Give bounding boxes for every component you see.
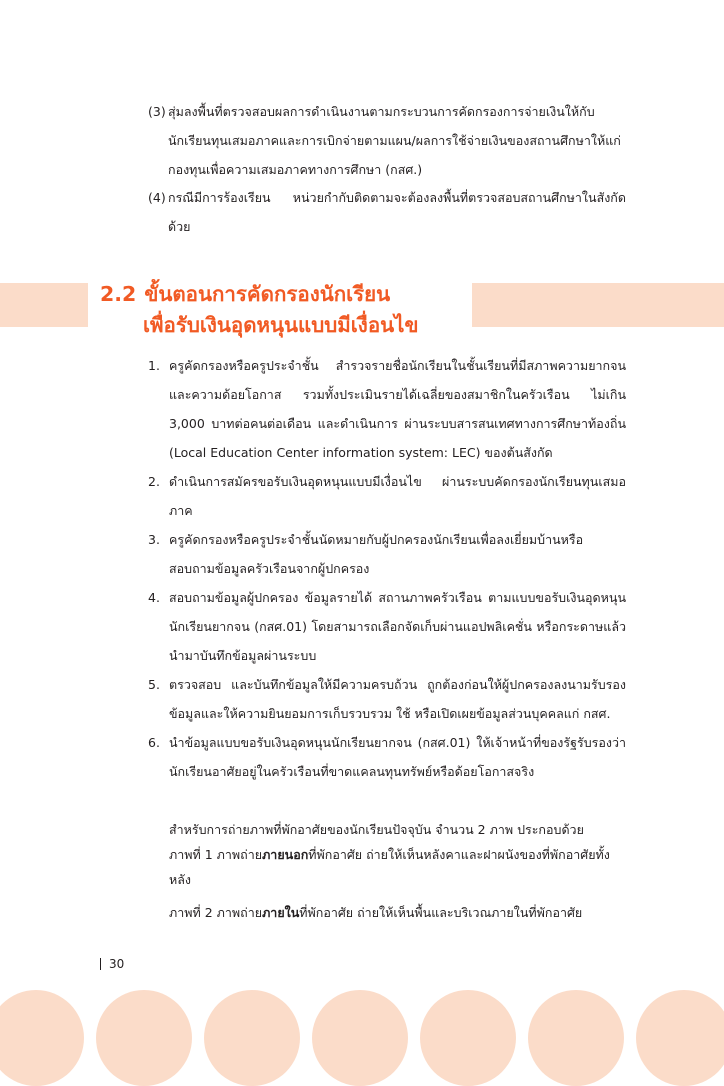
photo2-prefix: ภาพที่ 2 ภาพถ่าย [169, 905, 263, 920]
step-item [148, 670, 626, 728]
step-text: สอบถามข้อมูลผู้ปกครอง ข้อมูลรายได้ สถานภาพครัวเรือน ตามแบบขอรับเงินอุดหนุนนักเรียนยากจน (กสศ.01) โดยสามารถเลือกจัดเก็บผ่านแอปพลิเคชั่น หรือกระดาษแล้วนำมาบันทึกข้อมูลผ่านระบบ [169, 590, 626, 663]
photo2-suffix: ที่พักอาศัย ถ่ายให้เห็นพื้นและบริเวณภายในที่พักอาศัย [299, 905, 583, 920]
decorative-circle [204, 990, 300, 1086]
step-item [148, 467, 626, 525]
section-number: 2.2 [100, 282, 137, 306]
page-number-text: 30 [109, 957, 125, 971]
photo1-emphasis: ภายนอก [262, 847, 309, 862]
step-text: ดำเนินการสมัครขอรับเงินอุดหนุนแบบมีเงื่อนไข ผ่านระบบคัดกรองนักเรียนทุนเสมอภาค [169, 474, 626, 518]
list-item-text: สุ่มลงพื้นที่ตรวจสอบผลการดำเนินงานตามกระบวนการคัดกรองการจ่ายเงินให้กับนักเรียนทุนเสมอภาคและการเบิกจ่ายตามแผน/ผลการใช้จ่ายเงินของสถานศึกษาให้แก่กองทุนเพื่อความเสมอภาคทางการศึกษา (กสศ.) [168, 104, 621, 177]
step-item [148, 525, 626, 583]
photo1-suffix: ที่พักอาศัย ถ่ายให้เห็นหลังคาและฝาผนังของที่พักอาศัยทั้งหลัง [169, 847, 610, 887]
step-text: ตรวจสอบ และบันทึกข้อมูลให้มีความครบถ้วน ถูกต้องก่อนให้ผู้ปกครองลงนามรับรองข้อมูลและให้ความยินยอมการเก็บรวบรวม ใช้ หรือเปิดเผยข้อมูลส่วนบุคคลแก่ กสศ. [169, 677, 626, 721]
step-number: 3. [148, 532, 160, 547]
decorative-circle [96, 990, 192, 1086]
photo-note-photo2 [169, 900, 626, 925]
steps-list [148, 351, 626, 786]
list-item-text: กรณีมีการร้องเรียน หน่วยกำกับติดตามจะต้องลงพื้นที่ตรวจสอบสถานศึกษาในสังกัดด้วย [168, 190, 626, 234]
list-item-4 [148, 183, 626, 241]
decorative-circle [528, 990, 624, 1086]
step-item [148, 728, 626, 786]
decorative-circle [0, 990, 84, 1086]
step-number: 5. [148, 677, 160, 692]
step-text: นำข้อมูลแบบขอรับเงินอุดหนุนนักเรียนยากจน (กสศ.01) ให้เจ้าหน้าที่ของรัฐรับรองว่านักเรียนอาศัยอยู่ในครัวเรือนที่ขาดแคลนทุนทรัพย์หรือด้อยโอกาสจริง [169, 735, 626, 779]
step-number: 1. [148, 358, 160, 373]
section-heading [100, 279, 418, 341]
heading-band-right [472, 283, 724, 327]
section-title-line2: เพื่อรับเงินอุดหนุนแบบมีเงื่อนไข [143, 313, 419, 337]
section-title-line1: ขั้นตอนการคัดกรองนักเรียน [144, 282, 391, 306]
list-item-number: (4) [148, 190, 166, 205]
photo2-emphasis: ภายใน [262, 905, 300, 920]
page-number [100, 957, 124, 971]
decorative-circle [420, 990, 516, 1086]
list-item-3 [148, 97, 626, 184]
photo-note-photo1 [169, 842, 626, 892]
step-number: 2. [148, 474, 160, 489]
heading-band-left [0, 283, 88, 327]
page-number-divider [100, 958, 101, 970]
step-text: ครูคัดกรองหรือครูประจำชั้น สำรวจรายชื่อนักเรียนในชั้นเรียนที่มีสภาพความยากจนและความด้อยโอกาส รวมทั้งประเมินรายได้เฉลี่ยของสมาชิกในครัวเรือน ไม่เกิน 3,000 บาทต่อคนต่อเดือน และดำเนินการ ผ่านระบบสารสนเทศทางการศึกษาท้องถิ่น (Local Education Center information system: LEC) ของต้นสังกัด [169, 358, 626, 460]
decorative-circle [312, 990, 408, 1086]
list-item-number: (3) [148, 104, 166, 119]
step-number: 6. [148, 735, 160, 750]
decorative-circle [636, 990, 724, 1086]
photo1-prefix: ภาพที่ 1 ภาพถ่าย [169, 847, 263, 862]
step-number: 4. [148, 590, 160, 605]
step-text: ครูคัดกรองหรือครูประจำชั้นนัดหมายกับผู้ปกครองนักเรียนเพื่อลงเยี่ยมบ้านหรือสอบถามข้อมูลครัวเรือนจากผู้ปกครอง [169, 532, 584, 576]
photo-note-intro: สำหรับการถ่ายภาพที่พักอาศัยของนักเรียนปัจจุบัน จำนวน 2 ภาพ ประกอบด้วย [169, 822, 584, 837]
step-item [148, 351, 626, 467]
step-item [148, 583, 626, 670]
